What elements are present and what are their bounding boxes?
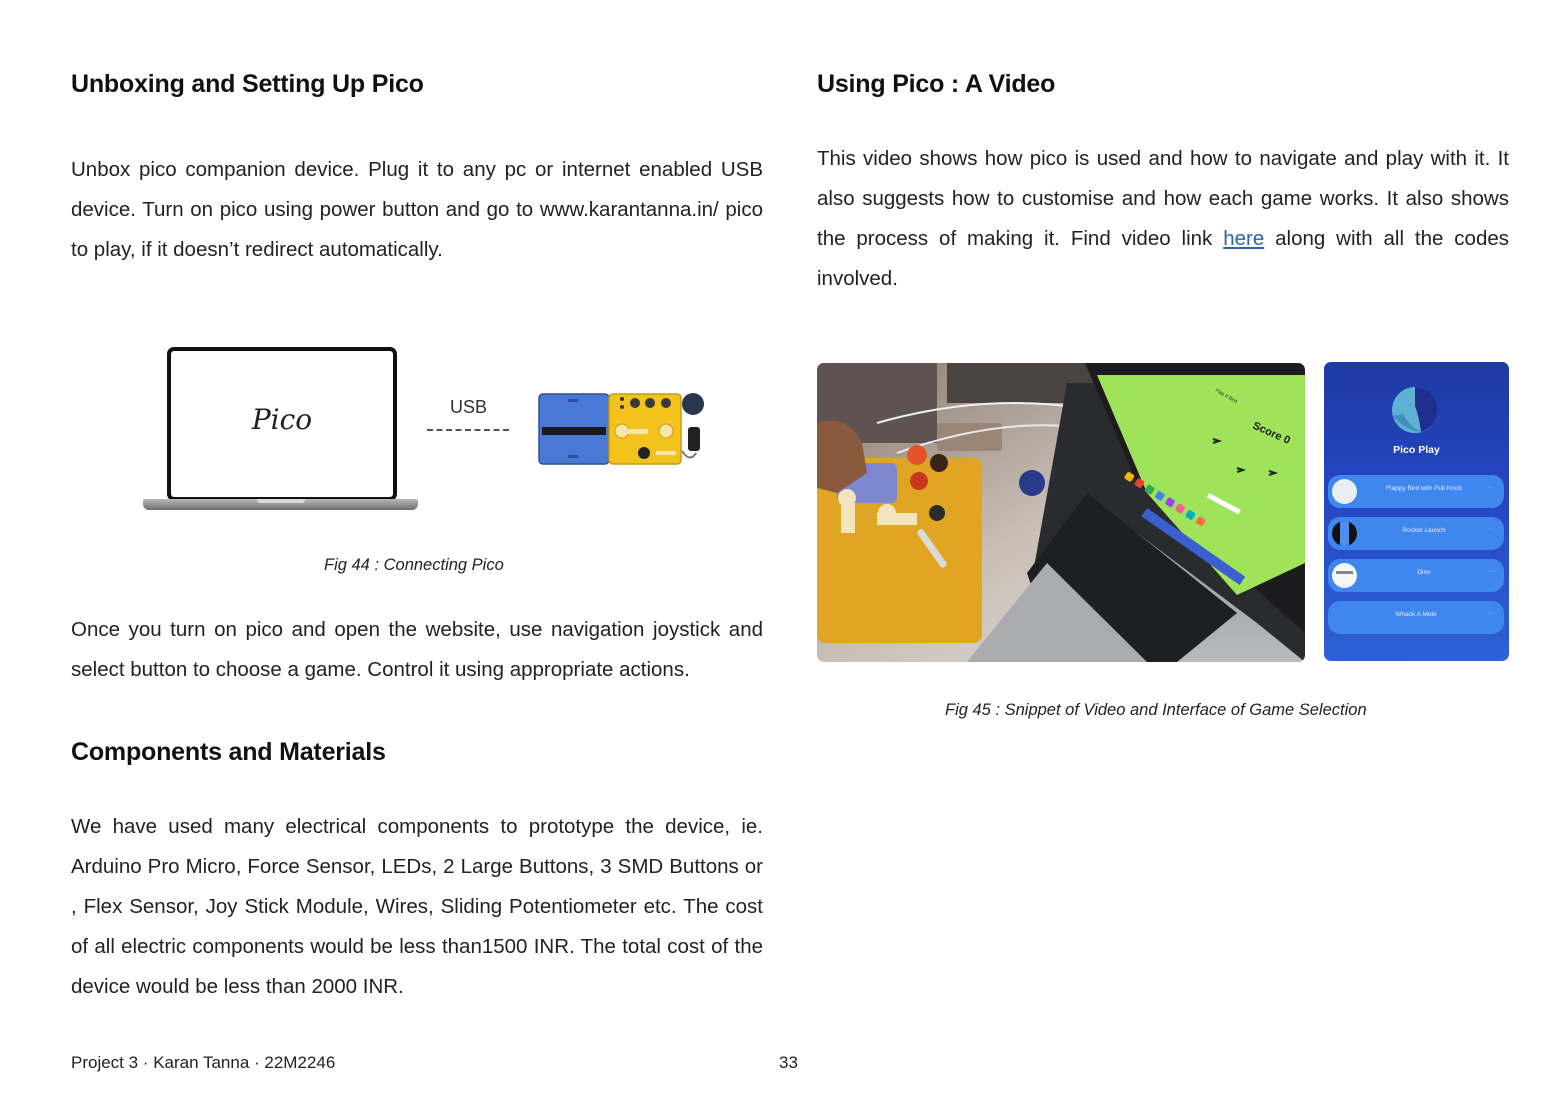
fig45-caption: Fig 45 : Snippet of Video and Interface of Game Selection — [945, 701, 1367, 719]
components-paragraph: We have used many electrical components to prototype the device, ie. Arduino Pro Micro, Force Sensor, LEDs, 2 Large Buttons, 3 SMD Buttons or , Flex Sensor, Joy Stick Module, Wires, Sliding Potentiometer etc. The cost of all electric components would be less than1500 INR. The total cost of the device would be less than 2000 INR. — [71, 815, 763, 998]
usb-label: USB — [450, 397, 488, 417]
game-item-label: Dino — [1417, 569, 1431, 576]
fig44-caption: Fig 44 : Connecting Pico — [324, 556, 504, 574]
game-corner-text: Flap It Bird — [1214, 387, 1238, 405]
section-title-video: Using Pico : A Video — [817, 70, 1056, 98]
game-selection-interface — [1324, 362, 1509, 661]
page-number: 33 — [779, 1053, 798, 1072]
connecting-pico-figure — [95, 305, 440, 537]
video-link[interactable]: here — [1223, 227, 1265, 250]
laptop-notch — [257, 499, 305, 503]
footer-project-info: Project 3 · Karan Tanna · 22M2246 — [71, 1053, 336, 1072]
game-item-rocket-launch[interactable] — [1328, 517, 1504, 550]
video-paragraph-text: This video shows how pico is used and how to navigate and play with it. It also suggests how to customise and how each game works. It also shows the process of making it. Find video link — [817, 147, 1509, 250]
app-title: Pico Play — [1393, 444, 1440, 456]
pico-device-illustration — [538, 391, 710, 467]
pico-logo: Pico — [251, 403, 313, 436]
video-snippet-photo — [817, 363, 1305, 662]
laptop-screen — [167, 347, 397, 501]
more-icon[interactable]: ··· — [1487, 568, 1494, 575]
video-paragraph-tail: along with all the codes involved. — [817, 227, 1509, 290]
game-item-label: Flappy Bird with Pull Knob — [1386, 485, 1462, 492]
dino-thumbnail-icon — [1332, 563, 1357, 588]
game-item-flappy-bird[interactable] — [1328, 475, 1504, 508]
video-paragraph — [817, 139, 1509, 299]
game-item-whack-a-mole[interactable] — [1328, 601, 1504, 634]
pico-play-logo-icon — [1391, 386, 1440, 434]
section-title-unboxing: Unboxing and Setting Up Pico — [71, 70, 424, 98]
more-icon[interactable]: ··· — [1487, 610, 1494, 617]
game-item-dino[interactable] — [1328, 559, 1504, 592]
rocket-thumbnail-icon — [1332, 521, 1357, 546]
game-score-text: Score 0 — [1250, 419, 1292, 447]
game-item-label: Whack A Mole — [1395, 611, 1437, 618]
more-icon[interactable]: ··· — [1487, 526, 1494, 533]
navigation-paragraph: Once you turn on pico and open the website, use navigation joystick and select button to choose a game. Control it using appropriate actions. — [71, 618, 763, 681]
usb-dashed-line — [427, 429, 509, 431]
game-item-label: Rocket Launch — [1402, 527, 1446, 534]
section-title-components: Components and Materials — [71, 738, 386, 766]
flappy-bird-thumbnail-icon — [1332, 479, 1357, 504]
unboxing-paragraph: Unbox pico companion device. Plug it to any pc or internet enabled USB device. Turn on pico using power button and go to www.karantanna.in/ pico to play, if it doesn’t redirect automatically. — [71, 158, 763, 261]
more-icon[interactable]: ··· — [1487, 484, 1494, 491]
